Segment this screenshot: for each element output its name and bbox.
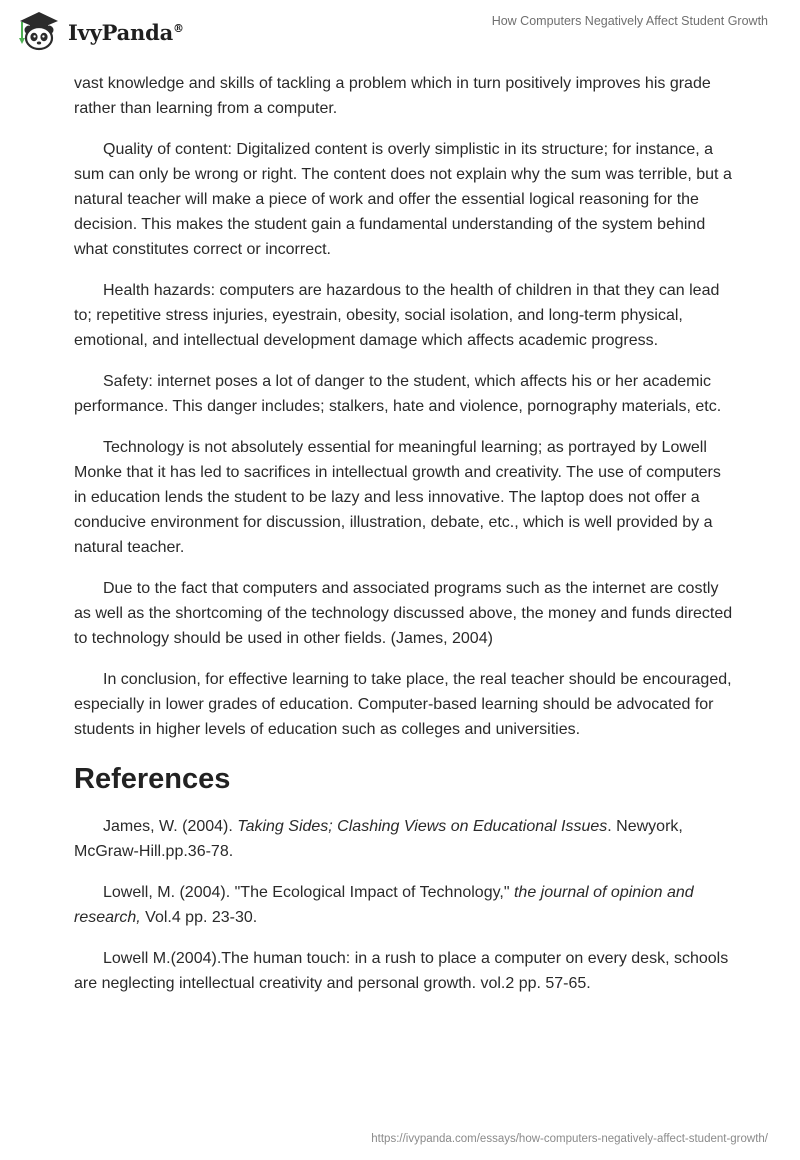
document-title: How Computers Negatively Affect Student Growth	[491, 14, 768, 28]
essay-body	[74, 71, 734, 1012]
brand-name: IvyPanda®	[68, 19, 184, 45]
paragraph-conclusion: In conclusion, for effective learning to take place, the real teacher should be encouraged, especially in lower grades of education. Computer-based learning should be advocated for students in higher levels of education such as colleges and universities.	[74, 671, 732, 738]
paragraph-continued: vast knowledge and skills of tackling a problem which in turn positively improves his grade rather than learning from a computer.	[74, 75, 711, 117]
references-heading: References	[74, 763, 231, 795]
paragraph-safety: Safety: internet poses a lot of danger to the student, which affects his or her academic performance. This danger includes; stalkers, hate and violence, pornography materials, etc.	[74, 373, 722, 415]
reference-item: Lowell, M. (2004). "The Ecological Impact of Technology," the journal of opinion and research, Vol.4 pp. 23-30.	[74, 884, 694, 926]
reference-item: Lowell M.(2004).The human touch: in a rush to place a computer on every desk, schools are neglecting intellectual creativity and personal growth. vol.2 pp. 57-65.	[74, 950, 729, 992]
page-header	[0, 0, 800, 70]
paragraph-technology: Technology is not absolutely essential for meaningful learning; as portrayed by Lowell Monke that it has led to sacrifices in intellectual growth and creativity. The use of computers in education lends the student to be lazy and less innovative. The laptop does not offer a conducive environment for discussion, illustration, debate, etc., which is well provided by a natural teacher.	[74, 439, 721, 556]
panda-logo-icon	[14, 8, 64, 52]
registered-mark: ®	[173, 21, 184, 35]
ivypanda-logo[interactable]	[14, 8, 184, 52]
source-url[interactable]: https://ivypanda.com/essays/how-computers-negatively-affect-student-growth/	[371, 1133, 768, 1145]
reference-item: James, W. (2004). Taking Sides; Clashing Views on Educational Issues. Newyork, McGraw-Hill.pp.36-78.	[74, 818, 683, 860]
paragraph-costs: Due to the fact that computers and associated programs such as the internet are costly as well as the shortcoming of the technology discussed above, the money and funds directed to technology should be used in other fields. (James, 2004)	[74, 580, 733, 647]
paragraph-health-hazards: Health hazards: computers are hazardous to the health of children in that they can lead to; repetitive stress injuries, eyestrain, obesity, social isolation, and long-term physical, emotional, and intellectual development damage which affects academic progress.	[74, 282, 720, 349]
paragraph-quality-of-content: Quality of content: Digitalized content is overly simplistic in its structure; for instance, a sum can only be wrong or right. The content does not explain why the sum was terrible, but a natural teacher will make a piece of work and offer the essential logical reasoning for the decision. This makes the student gain a fundamental understanding of the system behind what constitutes correct or incorrect.	[74, 141, 732, 258]
